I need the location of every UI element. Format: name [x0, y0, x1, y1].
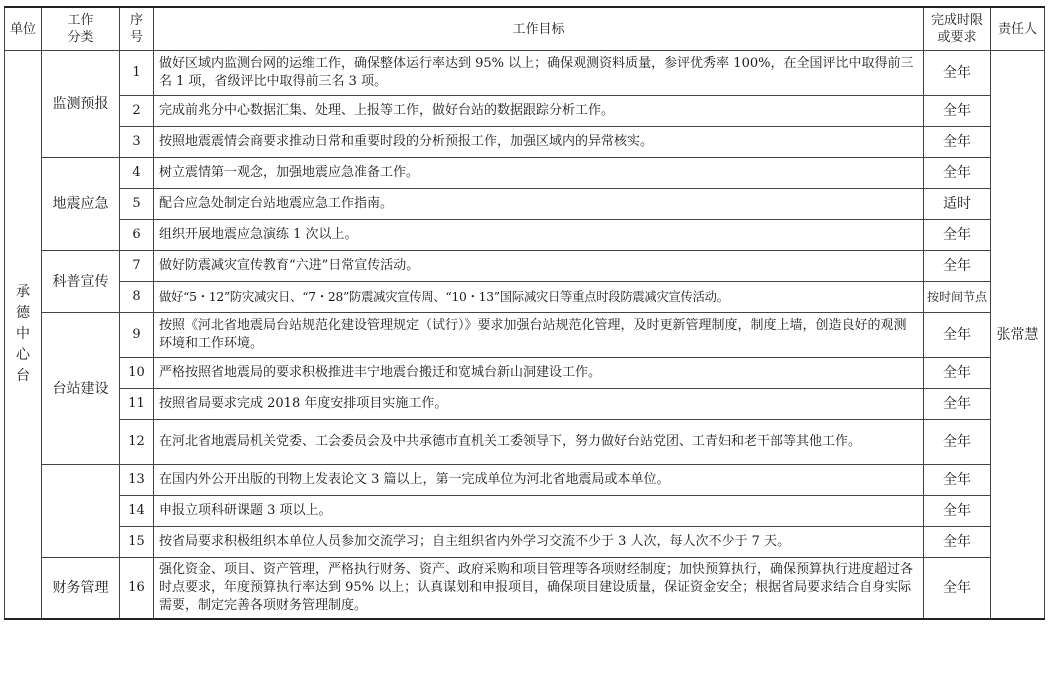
row-number: 15 — [120, 527, 154, 558]
row-deadline: 全年 — [924, 313, 991, 358]
row-deadline: 按时间节点 — [924, 282, 991, 313]
row-goal: 在河北省地震局机关党委、工会委员会及中共承德市直机关工委领导下，努力做好台站党团、工青妇和老干部等其他工作。 — [154, 420, 924, 465]
header-category — [42, 7, 120, 51]
table-row — [5, 282, 1045, 313]
row-number: 13 — [120, 465, 154, 496]
row-goal: 申报立项科研课题 3 项以上。 — [154, 496, 924, 527]
table-row — [5, 51, 1045, 96]
row-goal: 完成前兆分中心数据汇集、处理、上报等工作，做好台站的数据跟踪分析工作。 — [154, 96, 924, 127]
table-row — [5, 496, 1045, 527]
row-number: 1 — [120, 51, 154, 96]
row-deadline: 全年 — [924, 389, 991, 420]
row-number: 16 — [120, 558, 154, 620]
row-goal: 按照《河北省地震局台站规范化建设管理规定（试行）》要求加强台站规范化管理，及时更新管理制度，制度上墙，创造良好的观测环境和工作环境。 — [154, 313, 924, 358]
row-deadline: 全年 — [924, 527, 991, 558]
row-deadline: 适时 — [924, 189, 991, 220]
header-deadline-text: 完成时限 或要求 — [930, 13, 983, 45]
row-goal: 配合应急处制定台站地震应急工作指南。 — [154, 189, 924, 220]
table-row — [5, 96, 1045, 127]
header-category-text: 工作 分类 — [67, 13, 94, 45]
row-number: 7 — [120, 251, 154, 282]
row-number: 9 — [120, 313, 154, 358]
unit-name: 承德中心台 — [16, 284, 30, 384]
row-number: 12 — [120, 420, 154, 465]
category-blank — [42, 465, 120, 558]
row-number: 2 — [120, 96, 154, 127]
row-deadline: 全年 — [924, 358, 991, 389]
header-unit: 单位 — [5, 7, 42, 51]
row-goal: 严格按照省地震局的要求积极推进丰宁地震台搬迁和宽城台新山洞建设工作。 — [154, 358, 924, 389]
row-deadline: 全年 — [924, 51, 991, 96]
table-row — [5, 189, 1045, 220]
table-row — [5, 251, 1045, 282]
row-goal: 按照省局要求完成 2018 年度安排项目实施工作。 — [154, 389, 924, 420]
row-deadline: 全年 — [924, 496, 991, 527]
row-number: 3 — [120, 127, 154, 158]
table-row — [5, 127, 1045, 158]
work-goals-table — [4, 6, 1045, 620]
row-number: 5 — [120, 189, 154, 220]
owner-cell: 张常慧 — [991, 51, 1045, 620]
table-row — [5, 527, 1045, 558]
row-goal: 强化资金、项目、资产管理，严格执行财务、资产、政府采购和项目管理等各项财经制度；加快预算执行，确保预算执行进度超过各时点要求，年度预算执行率达到 95% 以上；认真谋划和申报项目，确保项目建设质量，保证资金安全；根据省局要求结合自身实际需要，制定完善各项财务管理制度。 — [154, 558, 924, 620]
table-row — [5, 313, 1045, 358]
row-number: 8 — [120, 282, 154, 313]
category-publicity: 科普宣传 — [42, 251, 120, 313]
row-number: 10 — [120, 358, 154, 389]
row-goal: 在国内外公开出版的刊物上发表论文 3 篇以上，第一完成单位为河北省地震局或本单位。 — [154, 465, 924, 496]
table-row — [5, 420, 1045, 465]
category-station: 台站建设 — [42, 313, 120, 465]
row-number: 4 — [120, 158, 154, 189]
header-owner: 责任人 — [991, 7, 1045, 51]
row-deadline: 全年 — [924, 158, 991, 189]
table-row — [5, 465, 1045, 496]
category-emergency: 地震应急 — [42, 158, 120, 251]
row-goal: 做好区域内监测台网的运维工作，确保整体运行率达到 95% 以上；确保观测资料质量，参评优秀率 100%，在全国评比中取得前三名 1 项，省级评比中取得前三名 3 项。 — [154, 51, 924, 96]
category-monitoring: 监测预报 — [42, 51, 120, 158]
category-finance: 财务管理 — [42, 558, 120, 620]
row-goal: 按省局要求积极组织本单位人员参加交流学习；自主组织省内外学习交流不少于 3 人次，每人次不少于 7 天。 — [154, 527, 924, 558]
header-goal: 工作目标 — [154, 7, 924, 51]
row-number: 14 — [120, 496, 154, 527]
row-deadline: 全年 — [924, 558, 991, 620]
table-row — [5, 220, 1045, 251]
row-number: 6 — [120, 220, 154, 251]
row-goal: 按照地震震情会商要求推动日常和重要时段的分析预报工作，加强区域内的异常核实。 — [154, 127, 924, 158]
header-no: 序号 — [120, 7, 154, 51]
table-row — [5, 389, 1045, 420]
row-goal: 做好防震减灾宣传教育“六进”日常宣传活动。 — [154, 251, 924, 282]
row-deadline: 全年 — [924, 127, 991, 158]
row-deadline: 全年 — [924, 465, 991, 496]
row-deadline: 全年 — [924, 96, 991, 127]
table-row — [5, 358, 1045, 389]
row-goal: 做好“5・12”防灾减灾日、“7・28”防震减灾宣传周、“10・13”国际减灾日等重点时段防震减灾宣传活动。 — [154, 282, 924, 313]
row-goal: 树立震情第一观念，加强地震应急准备工作。 — [154, 158, 924, 189]
work-goals-document — [4, 6, 1045, 620]
table-header-row — [5, 7, 1045, 51]
row-deadline: 全年 — [924, 220, 991, 251]
header-deadline — [924, 7, 991, 51]
table-row — [5, 158, 1045, 189]
row-deadline: 全年 — [924, 251, 991, 282]
table-row — [5, 558, 1045, 620]
row-number: 11 — [120, 389, 154, 420]
row-goal: 组织开展地震应急演练 1 次以上。 — [154, 220, 924, 251]
unit-cell — [5, 51, 42, 620]
row-deadline: 全年 — [924, 420, 991, 465]
